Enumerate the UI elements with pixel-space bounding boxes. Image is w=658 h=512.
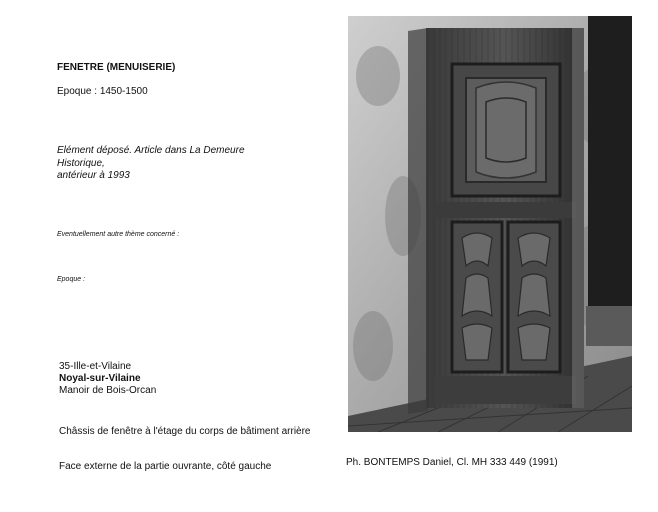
epoque-line: Epoque : 1450-1500: [57, 86, 148, 97]
shutter-photo-drawing: [348, 16, 632, 432]
note-line-1: Elément déposé. Article dans La Demeure Historique,: [57, 145, 245, 169]
commune: Noyal-sur-Vilaine: [59, 373, 141, 384]
departement: 35-Ille-et-Vilaine: [59, 361, 132, 372]
record-title: FENETRE (MENUISERIE): [57, 62, 176, 73]
other-theme-label: Eventuellement autre thème concerné :: [57, 231, 180, 238]
description-primary: Châssis de fenêtre à l'étage du corps de bâtiment arrière: [59, 426, 311, 437]
description-secondary: Face externe de la partie ouvrante, côté gauche: [59, 461, 272, 472]
note-line-2: antérieur à 1993: [57, 170, 130, 181]
photo-credit: Ph. BONTEMPS Daniel, Cl. MH 333 449 (1991): [346, 457, 558, 468]
epoque-secondary-label: Epoque :: [57, 276, 86, 283]
location-block: [59, 361, 156, 397]
note-text: [57, 145, 287, 183]
shutter-photo: [348, 16, 632, 432]
site-name: Manoir de Bois-Orcan: [59, 385, 157, 396]
